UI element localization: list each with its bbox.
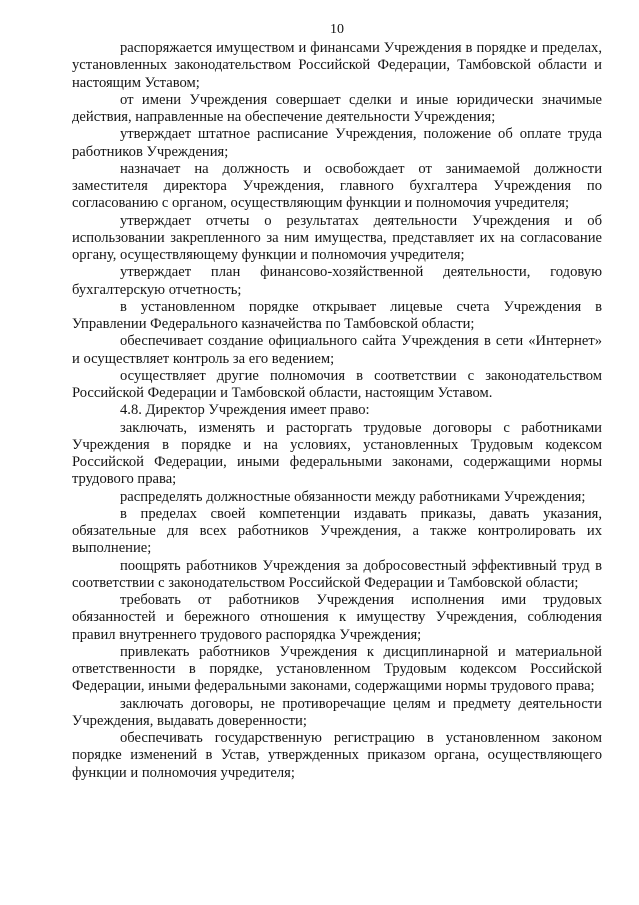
paragraph-15: требовать от работников Учреждения исполнения ими трудовых обязанностей и бережного отношения к имуществу Учреждения, соблюдения правил внутреннего трудового распорядка Учреждения;: [72, 592, 602, 643]
section-heading-4-8: 4.8. Директор Учреждения имеет право:: [120, 402, 370, 419]
paragraph-5: утверждает отчеты о результатах деятельности Учреждения и об использовании закрепленного за ним имущества, представляет их на согласование органу, осуществляющему функции и полномочия учредителя;: [72, 212, 602, 263]
paragraph-9: осуществляет другие полномочия в соответствии с законодательством Российской Федерации и Тамбовской области, настоящим Уставом.: [72, 367, 602, 401]
paragraph-3: утверждает штатное расписание Учреждения, положение об оплате труда работников Учреждения;: [72, 126, 602, 160]
paragraph-14: поощрять работников Учреждения за добросовестный эффективный труд в соответствии с законодательством Российской Федерации и Тамбовской области;: [72, 557, 602, 591]
paragraph-4: назначает на должность и освобождает от занимаемой должности заместителя директора Учреждения, главного бухгалтера Учреждения по согласованию с органом, осуществляющим функции и полномочия учредителя;: [72, 160, 602, 212]
paragraph-13: в пределах своей компетенции издавать приказы, давать указания, обязательные для всех работников Учреждения, а также контролировать их выполнение;: [72, 505, 602, 557]
paragraph-6: утверждает план финансово-хозяйственной деятельности, годовую бухгалтерскую отчетность;: [72, 264, 602, 298]
paragraph-12: распределять должностные обязанности между работниками Учреждения;: [120, 488, 586, 505]
page-number: 10: [330, 22, 344, 37]
document-page: [72, 20, 602, 782]
paragraph-8: обеспечивает создание официального сайта Учреждения в сети «Интернет» и осуществляет контроль за его ведением;: [72, 333, 602, 367]
paragraph-1: распоряжается имуществом и финансами Учреждения в порядке и пределах, установленных законодательством Российской Федерации, Тамбовской области и настоящим Уставом;: [72, 40, 602, 91]
paragraph-7: в установленном порядке открывает лицевые счета Учреждения в Управлении Федерального казначейства по Тамбовской области;: [72, 298, 602, 332]
paragraph-17: заключать договоры, не противоречащие целям и предмету деятельности Учреждения, выдавать доверенности;: [72, 695, 602, 729]
paragraph-11: заключать, изменять и расторгать трудовые договоры с работниками Учреждения в порядке и на условиях, установленных Трудовым кодексом Российской Федерации, иными федеральными законами, содержащими нормы трудового права;: [72, 419, 602, 488]
paragraph-2: от имени Учреждения совершает сделки и иные юридически значимые действия, направленные на обеспечение деятельности Учреждения;: [72, 91, 602, 125]
paragraph-18: обеспечивать государственную регистрацию в установленном законом порядке изменений в Устав, утвержденных приказом органа, осуществляющего функции и полномочия учредителя;: [72, 730, 602, 781]
paragraph-16: привлекать работников Учреждения к дисциплинарной и материальной ответственности в порядке, установленном Трудовым кодексом Российской Федерации, иными федеральными законами, содержащими нормы трудового права;: [72, 643, 602, 695]
